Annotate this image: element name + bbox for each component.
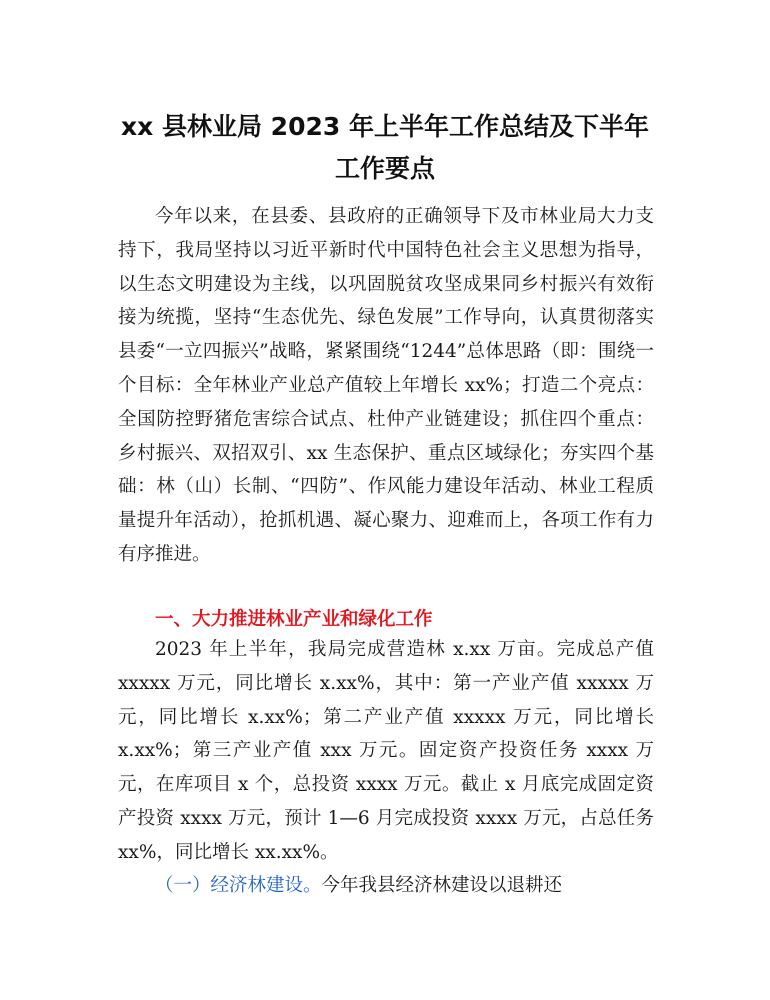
intro-paragraph: 今年以来，在县委、县政府的正确领导下及市林业局大力支持下，我局坚持以习近平新时代中国特色社会主义思想为指导，以生态文明建设为主线，以巩固脱贫攻坚成果同乡村振兴有效衔接为统揽，坚持“生态优先、绿色发展”工作导向，认真贯彻落实县委“一立四振兴”战略，紧紧围绕“1244”总体思路（即：围绕一个目标：全年林业产业总产值较上年增长 xx%；打造二个亮点：全国防控野猪危害综合试点、杜仲产业链建设；抓住四个重点：乡村振兴、双招双引、xx 生态保护、重点区域绿化；夯实四个基础：林（山）长制、“四防”、作风能力建设年活动、林业工程质量提升年活动），抢抓机遇、凝心聚力、迎难而上，各项工作有力有序推进。 xyxy=(118,206,654,565)
section-heading: 一、大力推进林业产业和绿化工作 xyxy=(155,609,433,630)
section-paragraph: 2023 年上半年，我局完成营造林 x.xx 万亩。完成总产值 xxxxx 万元，同比增长 x.xx%，其中：第一产业产值 xxxxx 万元，同比增长 x.xx%；第二产业产值 xxxxx 万元，同比增长 x.xx%；第三产业产值 xxx 万元。固定资产投资任务 xxxx 万元，在库项目 x 个，总投资 xxxx 万元。截止 x 月底完成固定资产投资 xxxx 万元，预计 1—6 月完成投资 xxxx 万元，占总任务 xx%，同比增长 xx.xx%。 xyxy=(118,639,654,863)
document-title: xx 县林业局 2023 年上半年工作总结及下半年工作要点 xyxy=(121,112,649,183)
subsection-heading: （一）经济林建设。 xyxy=(155,875,322,896)
subsection-text: 今年我县经济林建设以退耕还 xyxy=(321,875,563,896)
subsection-paragraph xyxy=(118,869,654,903)
